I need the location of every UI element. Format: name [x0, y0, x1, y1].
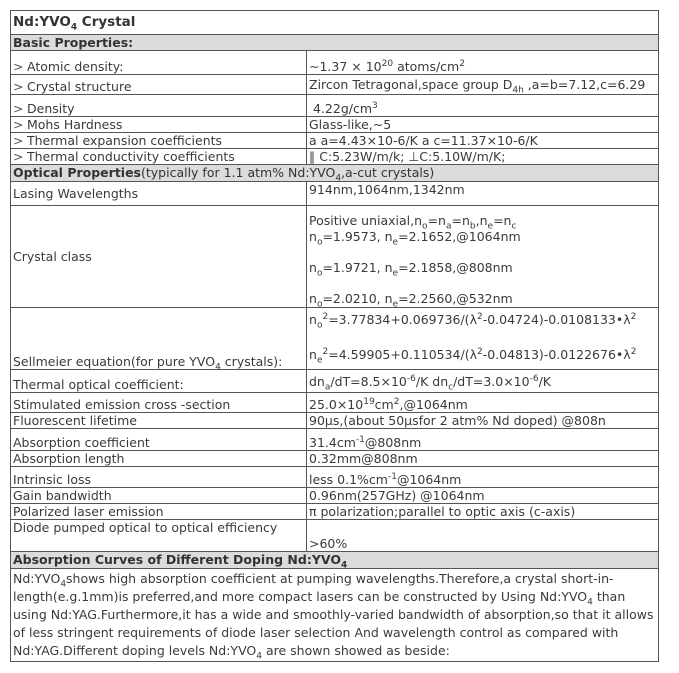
- crystal-structure-label: > Crystal structure: [11, 75, 307, 95]
- diode-efficiency-value: >60%: [307, 520, 659, 552]
- uniaxial-line: Positive $uniaxial,n_o=n_a=n_b,n_e=n_c$: [309, 213, 517, 232]
- bullet-icon: >: [13, 59, 24, 74]
- bullet-icon: >: [13, 149, 24, 164]
- mohs-hardness-label: > Mohs Hardness: [11, 117, 307, 133]
- fluorescent-lifetime-label: Fluorescent lifetime: [11, 413, 307, 429]
- polarized-emission-label: Polarized laser emission: [11, 504, 307, 520]
- thermal-conductivity-value: ∥ C:5.23W/m/k; ⊥C:5.10W/m/K;: [307, 149, 659, 165]
- crystal-class-value: Positive $uniaxial,n_o=n_a=n_b,n_e=n_c$ $n_o=1.9573$, $n_e=2.1652,@1064nm$ $n_o=1.9721$, $n_e=2.1858,@808nm$ $n_o=2.0210$, $n_e=2.2560,@532nm$: [307, 206, 659, 308]
- intrinsic-loss-label: Intrinsic loss: [11, 467, 307, 488]
- thermal-optical-value: $dn_a/dT=8.5\times 10^{-6}/K$ $dn_c/dT=3.0\times 10^{-6}/K$: [307, 370, 659, 393]
- intrinsic-loss-value: less $0.1\%cm^{-1}@1064nm$: [307, 467, 659, 488]
- optical-properties-header: Optical Properties(typically for 1.1 atm% $Nd:YVO_4,a$-cut crystals): [11, 165, 659, 182]
- absorption-coefficient-label: Absorption coefficient: [11, 429, 307, 451]
- thermal-optical-label: Thermal optical coefficient:: [11, 370, 307, 393]
- sellmeier-label: Sellmeier equation(for pure $YVO_4$ crystals):: [11, 308, 307, 370]
- sellmeier-value: $n_o^2=3.77834+0.069736/(\lambda^2-0.04724)-0.0108133•\lambda^2$ $n_e^2=4.59905+0.110534/(\lambda^2-0.04813)-0.0122676•\lambda^2$: [307, 308, 659, 370]
- bullet-icon: >: [13, 79, 24, 94]
- thermal-expansion-value: a a=4.43×10-6/K a c=11.37×10-6/K: [307, 133, 659, 149]
- basic-properties-header: Basic Properties:: [11, 35, 659, 51]
- absorption-length-value: 0.32mm@808nm: [307, 451, 659, 467]
- cross-section-label: Stimulated emission cross -section: [11, 393, 307, 413]
- density-label: > Density: [11, 95, 307, 117]
- cross-section-value: $25.0\times 10^{19}cm^2,@1064nm$: [307, 393, 659, 413]
- thermal-conductivity-label: > Thermal conductivity coefficients: [11, 149, 307, 165]
- absorption-coefficient-value: $31.4cm^{-1}@808nm$: [307, 429, 659, 451]
- crystal-class-label: Crystal class: [11, 206, 307, 308]
- polarized-emission-value: π polarization;parallel to optic axis (c-axis): [307, 504, 659, 520]
- bullet-icon: >: [13, 133, 24, 148]
- nd-yvo4-properties-table: [10, 10, 659, 662]
- atomic-density-label: > Atomic density:: [11, 51, 307, 75]
- page-title: $Nd:YVO_4$ Crystal: [11, 11, 659, 35]
- crystal-structure-value: Zircon Tetragonal,space group $D_{4h}$ ,a=b=7.12,c=6.29: [307, 75, 659, 95]
- atomic-density-value: ~1.37 × $10^{20}$ atoms/$cm^2$: [307, 51, 659, 75]
- density-value: $4.22g/cm^3$: [307, 95, 659, 117]
- mohs-hardness-value: Glass-like,~5: [307, 117, 659, 133]
- diode-efficiency-label: Diode pumped optical to optical efficiency: [11, 520, 307, 552]
- gain-bandwidth-label: Gain bandwidth: [11, 488, 307, 504]
- gain-bandwidth-value: 0.96nm(257GHz) @1064nm: [307, 488, 659, 504]
- bullet-icon: >: [13, 101, 24, 116]
- lasing-wavelengths-label: Lasing Wavelengths: [11, 182, 307, 206]
- absorption-length-label: Absorption length: [11, 451, 307, 467]
- absorption-curves-header: Absorption Curves of Different Doping $Nd:YVO_4$: [11, 552, 659, 569]
- lasing-wavelengths-value: 914nm,1064nm,1342nm: [307, 182, 659, 206]
- thermal-expansion-label: > Thermal expansion coefficients: [11, 133, 307, 149]
- fluorescent-lifetime-value: 90μs,(about 50μsfor 2 atm% Nd doped) @808n: [307, 413, 659, 429]
- absorption-description: $Nd:YVO_4shows$ high absorption coefficient at pumping wavelengths.Therefore,a crystal short-in-length(e.g.1mm)is preferred,and more compact lasers can be constructed by Using $Nd:YVO_4$ than using Nd:YAG.Furthermore,it has a wide and smoothly-varied bandwidth of absorption,so that it allows of less stringent requirements of diode laser selection And wavelength control as compared with Nd:YAG.Different doping levels $Nd:YVO_4$ are shown showed as beside:: [11, 569, 659, 662]
- bullet-icon: >: [13, 117, 24, 132]
